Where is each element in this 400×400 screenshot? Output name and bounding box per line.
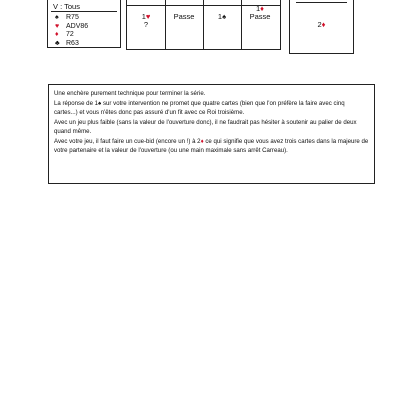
diamond-icon: ♦ xyxy=(200,137,204,145)
commentary-intro: Une enchère purement technique pour terminer la série. xyxy=(54,90,206,97)
spade-icon: ♠ xyxy=(98,99,102,107)
club-icon: ♣ xyxy=(55,39,60,47)
commentary-weak-hand: Avec un jeu plus faible (sans la valeur de l'ouverture donc), il ne faudrait pas hésiter à soutenir au palier de deux quand même. xyxy=(54,118,357,135)
bid-est-1: 1♦ xyxy=(256,4,264,13)
spade-icon: ♠ xyxy=(222,12,227,21)
divider xyxy=(51,11,117,12)
bid-est-2: Passe xyxy=(249,12,271,21)
heart-icon: ♥ xyxy=(145,12,151,21)
diamond-icon: ♦ xyxy=(260,4,264,13)
bid-sud-2: ? xyxy=(143,20,149,29)
spade-icon: ♠ xyxy=(55,14,59,21)
clubs-cards: R63 xyxy=(66,39,79,47)
clubs-row xyxy=(55,39,79,48)
commentary-box xyxy=(48,84,375,184)
answer-box xyxy=(289,0,354,54)
hand-box xyxy=(47,0,121,48)
answer-divider xyxy=(296,2,347,3)
diamond-icon: ♦ xyxy=(321,20,326,29)
bidding-table xyxy=(126,0,281,50)
bid-ouest-1: Passe xyxy=(173,12,195,21)
commentary-response: La réponse de 1♠ sur votre intervention ne promet que quatre cartes (bien que l'on préfère la faire avec cinq cartes...) et vous n'êtes donc pas assuré d'un fit avec ce Roi troisième. xyxy=(54,99,345,116)
column-divider xyxy=(203,0,204,49)
bid-nord-1: 1♠ xyxy=(217,12,227,21)
diamonds-cards: 72 xyxy=(66,31,74,38)
commentary-cue-bid: Avec votre jeu, il faut faire un cue-bid (encore un !) à 2♦ ce qui signifie que vous avez trois cartes dans la majeure de votre partenaire et la valeur de l'ouverture (ou une main maximale sans arrêt Carreau). xyxy=(54,137,369,154)
heart-icon: ♥ xyxy=(55,22,60,30)
spades-cards: R75 xyxy=(66,14,79,21)
answer-bid: 2♦ xyxy=(317,20,326,29)
hearts-cards: ADV86 xyxy=(66,22,89,30)
column-divider xyxy=(165,0,166,49)
diamond-icon: ♦ xyxy=(55,31,59,38)
bid-sud-1: 1♥ xyxy=(141,12,151,21)
vulnerability-label: V : Tous xyxy=(53,2,80,11)
